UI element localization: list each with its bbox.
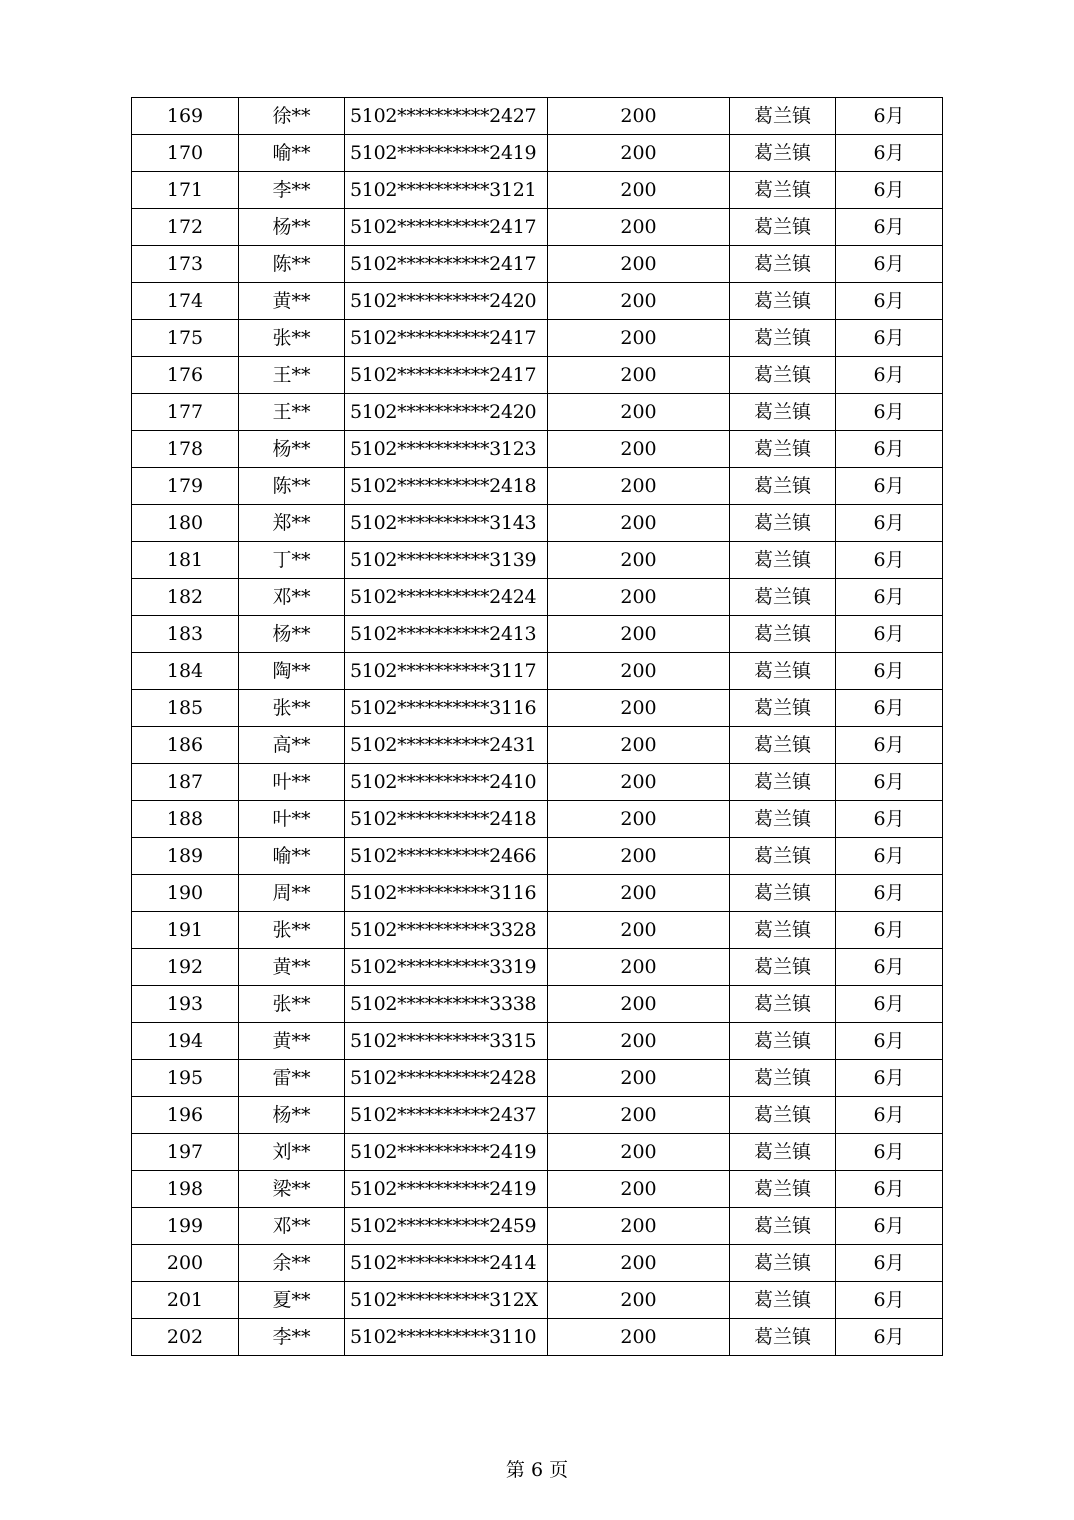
table-row bbox=[132, 172, 943, 209]
cell-month: 6月 bbox=[836, 1171, 943, 1208]
cell-name: 邓** bbox=[239, 579, 345, 616]
cell-id-number: 5102**********2417 bbox=[345, 209, 548, 246]
cell-index: 201 bbox=[132, 1282, 239, 1319]
cell-month: 6月 bbox=[836, 98, 943, 135]
cell-month: 6月 bbox=[836, 764, 943, 801]
cell-name: 邓** bbox=[239, 1208, 345, 1245]
table-row bbox=[132, 1282, 943, 1319]
cell-month: 6月 bbox=[836, 172, 943, 209]
cell-town: 葛兰镇 bbox=[730, 135, 836, 172]
cell-name: 徐** bbox=[239, 98, 345, 135]
table-row bbox=[132, 246, 943, 283]
cell-name: 李** bbox=[239, 172, 345, 209]
table-row bbox=[132, 690, 943, 727]
cell-id-number: 5102**********3139 bbox=[345, 542, 548, 579]
cell-id-number: 5102**********2418 bbox=[345, 801, 548, 838]
cell-town: 葛兰镇 bbox=[730, 542, 836, 579]
table-row bbox=[132, 653, 943, 690]
table-row bbox=[132, 1023, 943, 1060]
cell-month: 6月 bbox=[836, 1023, 943, 1060]
cell-name: 叶** bbox=[239, 801, 345, 838]
cell-index: 178 bbox=[132, 431, 239, 468]
cell-town: 葛兰镇 bbox=[730, 1171, 836, 1208]
cell-month: 6月 bbox=[836, 320, 943, 357]
cell-month: 6月 bbox=[836, 209, 943, 246]
cell-month: 6月 bbox=[836, 542, 943, 579]
cell-amount: 200 bbox=[548, 727, 730, 764]
cell-town: 葛兰镇 bbox=[730, 616, 836, 653]
cell-id-number: 5102**********2419 bbox=[345, 1134, 548, 1171]
cell-amount: 200 bbox=[548, 283, 730, 320]
cell-index: 189 bbox=[132, 838, 239, 875]
cell-town: 葛兰镇 bbox=[730, 801, 836, 838]
cell-name: 丁** bbox=[239, 542, 345, 579]
cell-index: 202 bbox=[132, 1319, 239, 1356]
cell-town: 葛兰镇 bbox=[730, 1134, 836, 1171]
cell-town: 葛兰镇 bbox=[730, 764, 836, 801]
cell-amount: 200 bbox=[548, 98, 730, 135]
cell-index: 172 bbox=[132, 209, 239, 246]
cell-month: 6月 bbox=[836, 1097, 943, 1134]
cell-index: 190 bbox=[132, 875, 239, 912]
cell-name: 陈** bbox=[239, 246, 345, 283]
cell-id-number: 5102**********2419 bbox=[345, 135, 548, 172]
cell-town: 葛兰镇 bbox=[730, 246, 836, 283]
cell-town: 葛兰镇 bbox=[730, 98, 836, 135]
table-row bbox=[132, 468, 943, 505]
cell-amount: 200 bbox=[548, 320, 730, 357]
cell-month: 6月 bbox=[836, 986, 943, 1023]
cell-town: 葛兰镇 bbox=[730, 1023, 836, 1060]
cell-month: 6月 bbox=[836, 690, 943, 727]
cell-index: 170 bbox=[132, 135, 239, 172]
table-row bbox=[132, 1319, 943, 1356]
table-row bbox=[132, 357, 943, 394]
cell-town: 葛兰镇 bbox=[730, 1245, 836, 1282]
cell-month: 6月 bbox=[836, 1208, 943, 1245]
cell-name: 刘** bbox=[239, 1134, 345, 1171]
cell-month: 6月 bbox=[836, 468, 943, 505]
cell-month: 6月 bbox=[836, 246, 943, 283]
cell-name: 夏** bbox=[239, 1282, 345, 1319]
cell-name: 杨** bbox=[239, 1097, 345, 1134]
cell-amount: 200 bbox=[548, 1282, 730, 1319]
cell-town: 葛兰镇 bbox=[730, 468, 836, 505]
cell-amount: 200 bbox=[548, 431, 730, 468]
cell-name: 张** bbox=[239, 986, 345, 1023]
cell-amount: 200 bbox=[548, 579, 730, 616]
cell-amount: 200 bbox=[548, 1245, 730, 1282]
cell-amount: 200 bbox=[548, 875, 730, 912]
cell-id-number: 5102**********2466 bbox=[345, 838, 548, 875]
cell-month: 6月 bbox=[836, 1134, 943, 1171]
cell-name: 雷** bbox=[239, 1060, 345, 1097]
cell-id-number: 5102**********2417 bbox=[345, 320, 548, 357]
cell-index: 174 bbox=[132, 283, 239, 320]
cell-id-number: 5102**********2418 bbox=[345, 468, 548, 505]
table-row bbox=[132, 542, 943, 579]
cell-town: 葛兰镇 bbox=[730, 690, 836, 727]
cell-amount: 200 bbox=[548, 135, 730, 172]
cell-name: 王** bbox=[239, 394, 345, 431]
cell-name: 张** bbox=[239, 320, 345, 357]
table-row bbox=[132, 986, 943, 1023]
cell-index: 183 bbox=[132, 616, 239, 653]
cell-town: 葛兰镇 bbox=[730, 320, 836, 357]
cell-name: 梁** bbox=[239, 1171, 345, 1208]
table-row bbox=[132, 505, 943, 542]
cell-index: 181 bbox=[132, 542, 239, 579]
table-row bbox=[132, 875, 943, 912]
cell-town: 葛兰镇 bbox=[730, 209, 836, 246]
cell-town: 葛兰镇 bbox=[730, 357, 836, 394]
cell-index: 177 bbox=[132, 394, 239, 431]
cell-id-number: 5102**********2459 bbox=[345, 1208, 548, 1245]
table-row bbox=[132, 838, 943, 875]
cell-id-number: 5102**********3143 bbox=[345, 505, 548, 542]
cell-id-number: 5102**********2417 bbox=[345, 357, 548, 394]
cell-name: 喻** bbox=[239, 135, 345, 172]
cell-id-number: 5102**********3116 bbox=[345, 690, 548, 727]
cell-index: 199 bbox=[132, 1208, 239, 1245]
table-row bbox=[132, 949, 943, 986]
table-row bbox=[132, 579, 943, 616]
cell-month: 6月 bbox=[836, 394, 943, 431]
cell-name: 陶** bbox=[239, 653, 345, 690]
cell-town: 葛兰镇 bbox=[730, 431, 836, 468]
cell-town: 葛兰镇 bbox=[730, 1282, 836, 1319]
cell-month: 6月 bbox=[836, 838, 943, 875]
cell-id-number: 5102**********2417 bbox=[345, 246, 548, 283]
cell-id-number: 5102**********2410 bbox=[345, 764, 548, 801]
cell-index: 198 bbox=[132, 1171, 239, 1208]
cell-index: 197 bbox=[132, 1134, 239, 1171]
cell-id-number: 5102**********3319 bbox=[345, 949, 548, 986]
cell-id-number: 5102**********3117 bbox=[345, 653, 548, 690]
cell-amount: 200 bbox=[548, 1208, 730, 1245]
cell-town: 葛兰镇 bbox=[730, 727, 836, 764]
cell-index: 186 bbox=[132, 727, 239, 764]
cell-id-number: 5102**********312X bbox=[345, 1282, 548, 1319]
cell-town: 葛兰镇 bbox=[730, 1208, 836, 1245]
cell-month: 6月 bbox=[836, 357, 943, 394]
cell-month: 6月 bbox=[836, 1282, 943, 1319]
beneficiary-table bbox=[131, 97, 943, 1356]
cell-index: 173 bbox=[132, 246, 239, 283]
cell-town: 葛兰镇 bbox=[730, 986, 836, 1023]
cell-index: 195 bbox=[132, 1060, 239, 1097]
cell-amount: 200 bbox=[548, 1319, 730, 1356]
cell-index: 193 bbox=[132, 986, 239, 1023]
cell-name: 叶** bbox=[239, 764, 345, 801]
table-row bbox=[132, 283, 943, 320]
cell-id-number: 5102**********3315 bbox=[345, 1023, 548, 1060]
cell-month: 6月 bbox=[836, 616, 943, 653]
cell-town: 葛兰镇 bbox=[730, 1060, 836, 1097]
cell-name: 喻** bbox=[239, 838, 345, 875]
cell-town: 葛兰镇 bbox=[730, 283, 836, 320]
cell-month: 6月 bbox=[836, 431, 943, 468]
cell-month: 6月 bbox=[836, 505, 943, 542]
cell-index: 171 bbox=[132, 172, 239, 209]
cell-town: 葛兰镇 bbox=[730, 394, 836, 431]
cell-month: 6月 bbox=[836, 1245, 943, 1282]
page-number: 第 6 页 bbox=[505, 1459, 569, 1481]
table-row bbox=[132, 912, 943, 949]
cell-amount: 200 bbox=[548, 653, 730, 690]
cell-amount: 200 bbox=[548, 246, 730, 283]
cell-id-number: 5102**********3123 bbox=[345, 431, 548, 468]
cell-month: 6月 bbox=[836, 653, 943, 690]
cell-amount: 200 bbox=[548, 172, 730, 209]
cell-town: 葛兰镇 bbox=[730, 838, 836, 875]
cell-id-number: 5102**********2427 bbox=[345, 98, 548, 135]
cell-amount: 200 bbox=[548, 357, 730, 394]
cell-id-number: 5102**********2413 bbox=[345, 616, 548, 653]
table-row bbox=[132, 1060, 943, 1097]
cell-name: 余** bbox=[239, 1245, 345, 1282]
table-row bbox=[132, 1245, 943, 1282]
cell-amount: 200 bbox=[548, 209, 730, 246]
cell-id-number: 5102**********2419 bbox=[345, 1171, 548, 1208]
cell-id-number: 5102**********3110 bbox=[345, 1319, 548, 1356]
cell-index: 184 bbox=[132, 653, 239, 690]
cell-amount: 200 bbox=[548, 1134, 730, 1171]
cell-month: 6月 bbox=[836, 801, 943, 838]
cell-name: 张** bbox=[239, 912, 345, 949]
cell-month: 6月 bbox=[836, 727, 943, 764]
cell-amount: 200 bbox=[548, 468, 730, 505]
cell-name: 李** bbox=[239, 1319, 345, 1356]
cell-name: 王** bbox=[239, 357, 345, 394]
cell-town: 葛兰镇 bbox=[730, 875, 836, 912]
table-row bbox=[132, 209, 943, 246]
cell-name: 黄** bbox=[239, 1023, 345, 1060]
cell-amount: 200 bbox=[548, 986, 730, 1023]
cell-index: 169 bbox=[132, 98, 239, 135]
table-row bbox=[132, 727, 943, 764]
table-row bbox=[132, 616, 943, 653]
cell-amount: 200 bbox=[548, 542, 730, 579]
table-row bbox=[132, 1134, 943, 1171]
cell-amount: 200 bbox=[548, 1023, 730, 1060]
cell-index: 185 bbox=[132, 690, 239, 727]
cell-id-number: 5102**********2414 bbox=[345, 1245, 548, 1282]
cell-amount: 200 bbox=[548, 949, 730, 986]
cell-name: 张** bbox=[239, 690, 345, 727]
cell-index: 191 bbox=[132, 912, 239, 949]
cell-id-number: 5102**********3328 bbox=[345, 912, 548, 949]
table-row bbox=[132, 1097, 943, 1134]
cell-amount: 200 bbox=[548, 394, 730, 431]
table-row bbox=[132, 320, 943, 357]
cell-index: 192 bbox=[132, 949, 239, 986]
cell-name: 黄** bbox=[239, 283, 345, 320]
table-row bbox=[132, 764, 943, 801]
cell-index: 182 bbox=[132, 579, 239, 616]
cell-index: 175 bbox=[132, 320, 239, 357]
cell-name: 高** bbox=[239, 727, 345, 764]
cell-amount: 200 bbox=[548, 505, 730, 542]
cell-index: 196 bbox=[132, 1097, 239, 1134]
cell-amount: 200 bbox=[548, 912, 730, 949]
cell-amount: 200 bbox=[548, 1060, 730, 1097]
cell-amount: 200 bbox=[548, 1097, 730, 1134]
cell-town: 葛兰镇 bbox=[730, 912, 836, 949]
cell-amount: 200 bbox=[548, 616, 730, 653]
table-body bbox=[132, 98, 943, 1356]
cell-name: 杨** bbox=[239, 616, 345, 653]
cell-town: 葛兰镇 bbox=[730, 505, 836, 542]
cell-id-number: 5102**********2420 bbox=[345, 283, 548, 320]
cell-month: 6月 bbox=[836, 949, 943, 986]
cell-month: 6月 bbox=[836, 579, 943, 616]
table-row bbox=[132, 98, 943, 135]
cell-index: 187 bbox=[132, 764, 239, 801]
cell-name: 周** bbox=[239, 875, 345, 912]
cell-month: 6月 bbox=[836, 912, 943, 949]
cell-amount: 200 bbox=[548, 801, 730, 838]
cell-index: 179 bbox=[132, 468, 239, 505]
cell-index: 194 bbox=[132, 1023, 239, 1060]
cell-month: 6月 bbox=[836, 1319, 943, 1356]
cell-index: 188 bbox=[132, 801, 239, 838]
cell-name: 黄** bbox=[239, 949, 345, 986]
cell-name: 杨** bbox=[239, 209, 345, 246]
cell-name: 杨** bbox=[239, 431, 345, 468]
cell-town: 葛兰镇 bbox=[730, 949, 836, 986]
cell-id-number: 5102**********3116 bbox=[345, 875, 548, 912]
table-row bbox=[132, 135, 943, 172]
cell-id-number: 5102**********2428 bbox=[345, 1060, 548, 1097]
cell-index: 200 bbox=[132, 1245, 239, 1282]
cell-town: 葛兰镇 bbox=[730, 579, 836, 616]
table-row bbox=[132, 1171, 943, 1208]
cell-id-number: 5102**********3121 bbox=[345, 172, 548, 209]
cell-town: 葛兰镇 bbox=[730, 653, 836, 690]
cell-month: 6月 bbox=[836, 1060, 943, 1097]
cell-amount: 200 bbox=[548, 690, 730, 727]
table-row bbox=[132, 1208, 943, 1245]
cell-index: 176 bbox=[132, 357, 239, 394]
cell-month: 6月 bbox=[836, 135, 943, 172]
table-row bbox=[132, 394, 943, 431]
cell-id-number: 5102**********2424 bbox=[345, 579, 548, 616]
cell-amount: 200 bbox=[548, 838, 730, 875]
cell-amount: 200 bbox=[548, 1171, 730, 1208]
cell-name: 陈** bbox=[239, 468, 345, 505]
cell-town: 葛兰镇 bbox=[730, 1319, 836, 1356]
cell-index: 180 bbox=[132, 505, 239, 542]
cell-id-number: 5102**********2437 bbox=[345, 1097, 548, 1134]
cell-name: 郑** bbox=[239, 505, 345, 542]
cell-amount: 200 bbox=[548, 764, 730, 801]
table-row bbox=[132, 431, 943, 468]
cell-id-number: 5102**********2420 bbox=[345, 394, 548, 431]
cell-id-number: 5102**********3338 bbox=[345, 986, 548, 1023]
cell-month: 6月 bbox=[836, 875, 943, 912]
cell-town: 葛兰镇 bbox=[730, 1097, 836, 1134]
cell-id-number: 5102**********2431 bbox=[345, 727, 548, 764]
cell-town: 葛兰镇 bbox=[730, 172, 836, 209]
cell-month: 6月 bbox=[836, 283, 943, 320]
table-row bbox=[132, 801, 943, 838]
